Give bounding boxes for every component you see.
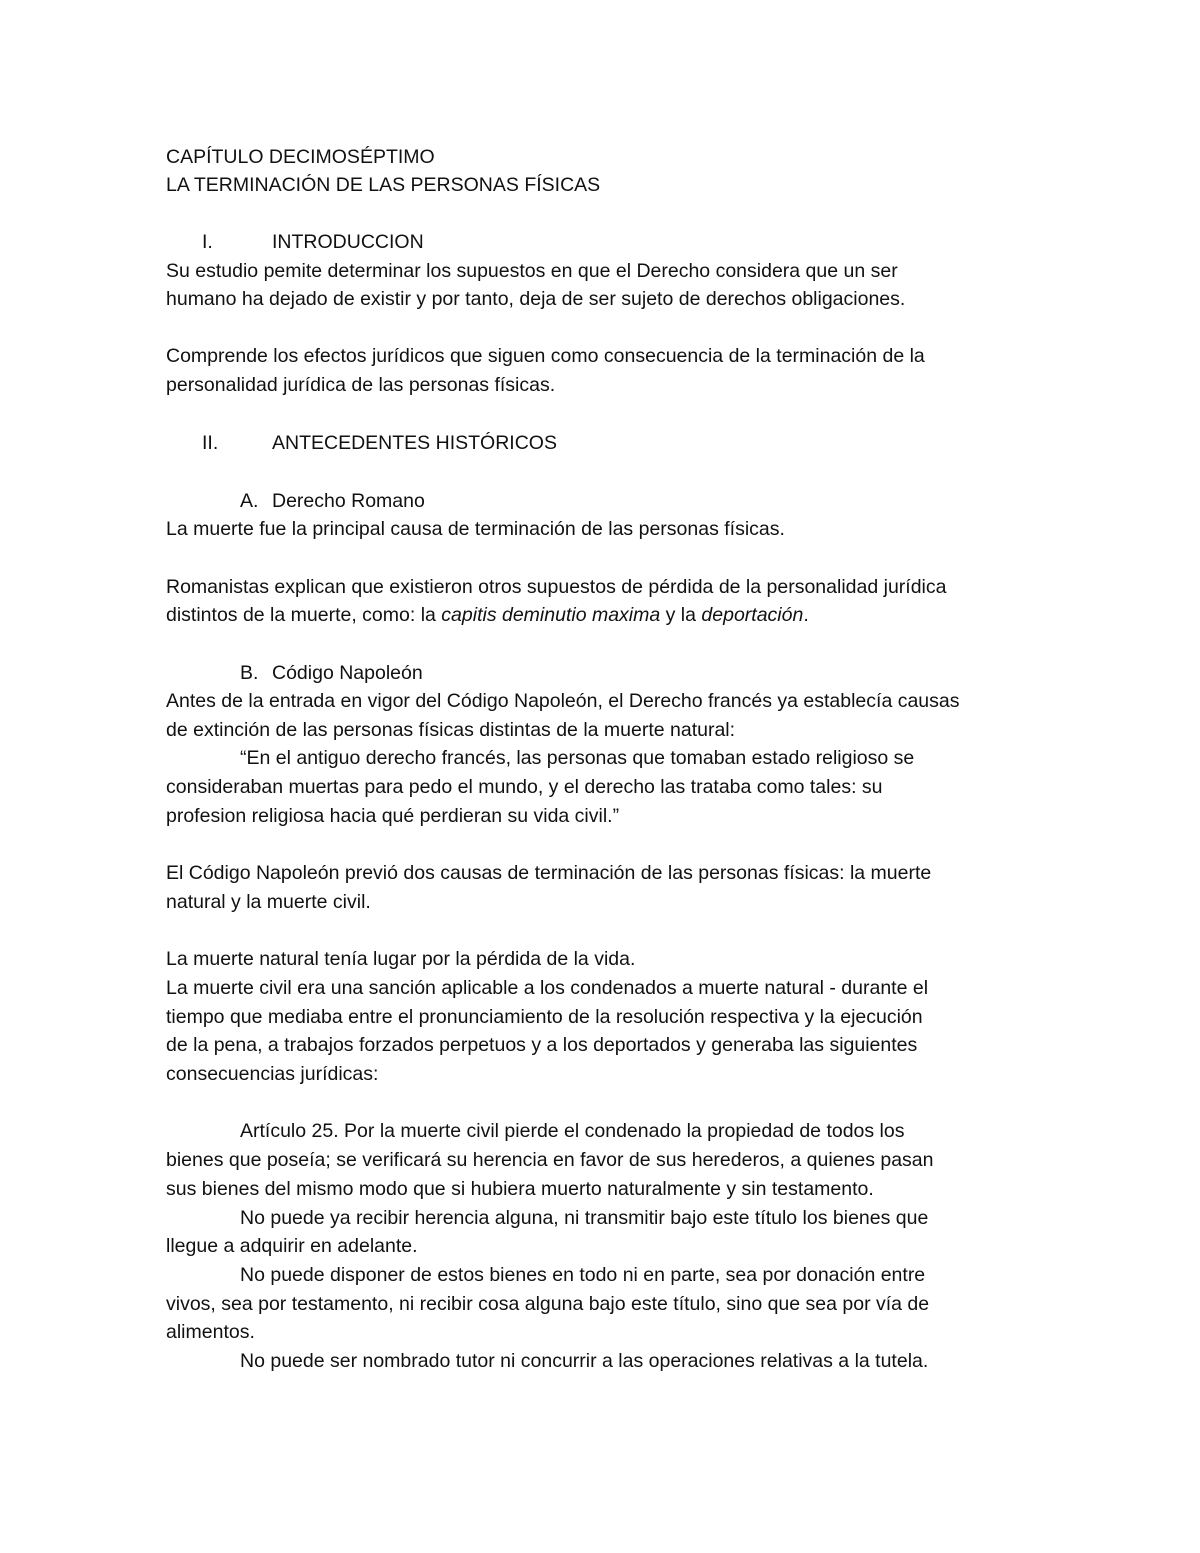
roman-paragraph-2-line xyxy=(166,601,809,630)
section-number-1: I. xyxy=(202,231,213,253)
napoleon-paragraph-1-line: de extinción de las personas físicas distintas de la muerte natural: xyxy=(166,719,736,741)
article-line: bienes que poseía; se verificará su herencia en favor de sus herederos, a quienes pasan xyxy=(166,1149,934,1171)
napoleon-paragraph-3-line: tiempo que mediaba entre el pronunciamiento de la resolución respectiva y la ejecución xyxy=(166,1006,923,1028)
napoleon-paragraph-3-line: La muerte civil era una sanción aplicable a los condenados a muerte natural - durante el xyxy=(166,977,929,999)
intro-paragraph-1-line: Su estudio pemite determinar los supuestos en que el Derecho considera que un ser xyxy=(166,260,898,282)
napoleon-paragraph-1-line: Antes de la entrada en vigor del Código Napoleón, el Derecho francés ya establecía causas xyxy=(166,690,960,712)
intro-paragraph-1-line: humano ha dejado de existir y por tanto, deja de ser sujeto de derechos obligaciones. xyxy=(166,288,906,310)
napoleon-paragraph-3-line: de la pena, a trabajos forzados perpetuos y a los deportados y generaba las siguientes xyxy=(166,1034,918,1056)
roman-paragraph-2-line: Romanistas explican que existieron otros supuestos de pérdida de la personalidad jurídica xyxy=(166,576,947,598)
intro-paragraph-2-line: personalidad jurídica de las personas físicas. xyxy=(166,374,556,396)
roman-text: y la xyxy=(660,604,702,626)
italic-term: capitis deminutio maxima xyxy=(441,604,661,626)
intro-paragraph-2-line: Comprende los efectos jurídicos que siguen como consecuencia de la terminación de la xyxy=(166,345,925,367)
article-line: vivos, sea por testamento, ni recibir cosa alguna bajo este título, sino que sea por vía de xyxy=(166,1293,930,1315)
subsection-heading-codigo-napoleon: Código Napoleón xyxy=(272,662,423,684)
article-line: llegue a adquirir en adelante. xyxy=(166,1235,418,1257)
quote-line: “En el antiguo derecho francés, las personas que tomaban estado religioso se xyxy=(240,747,915,769)
napoleon-paragraph-2-line: El Código Napoleón previó dos causas de terminación de las personas físicas: la muerte xyxy=(166,862,932,884)
section-number-2: II. xyxy=(202,432,219,454)
roman-paragraph-1: La muerte fue la principal causa de terminación de las personas físicas. xyxy=(166,518,785,540)
article-line: sus bienes del mismo modo que si hubiera muerto naturalmente y sin testamento. xyxy=(166,1178,874,1200)
article-line: alimentos. xyxy=(166,1321,255,1343)
quote-line: consideraban muertas para pedo el mundo, y el derecho las trataba como tales: su xyxy=(166,776,883,798)
article-line: No puede ya recibir herencia alguna, ni transmitir bajo este título los bienes que xyxy=(240,1207,929,1229)
roman-text: . xyxy=(803,604,809,626)
roman-text: distintos de la muerte, como: la xyxy=(166,604,442,626)
article-line: No puede disponer de estos bienes en todo ni en parte, sea por donación entre xyxy=(240,1264,926,1286)
subsection-letter-a: A. xyxy=(240,490,259,512)
napoleon-paragraph-3-line: consecuencias jurídicas: xyxy=(166,1063,379,1085)
section-heading-introduccion: INTRODUCCION xyxy=(272,231,424,253)
quote-line: profesion religiosa hacia qué perdieran su vida civil.” xyxy=(166,805,620,827)
napoleon-paragraph-3-line: La muerte natural tenía lugar por la pérdida de la vida. xyxy=(166,948,636,970)
subsection-heading-derecho-romano: Derecho Romano xyxy=(272,490,425,512)
section-heading-antecedentes: ANTECEDENTES HISTÓRICOS xyxy=(272,432,557,454)
napoleon-paragraph-2-line: natural y la muerte civil. xyxy=(166,891,371,913)
italic-term: deportación xyxy=(701,604,804,626)
chapter-number: CAPÍTULO DECIMOSÉPTIMO xyxy=(166,146,435,168)
article-line: No puede ser nombrado tutor ni concurrir a las operaciones relativas a la tutela. xyxy=(240,1350,929,1372)
article-line: Artículo 25. Por la muerte civil pierde el condenado la propiedad de todos los xyxy=(240,1120,905,1142)
chapter-title: LA TERMINACIÓN DE LAS PERSONAS FÍSICAS xyxy=(166,174,601,196)
subsection-letter-b: B. xyxy=(240,662,259,684)
